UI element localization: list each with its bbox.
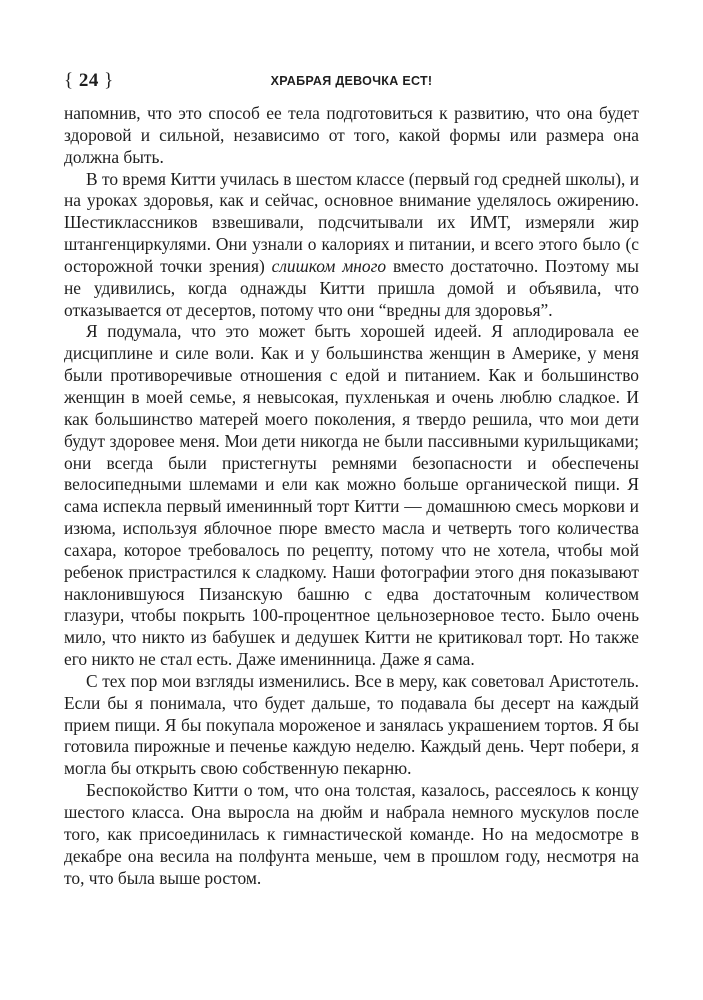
paragraph-2 — [64, 169, 639, 322]
paragraph-2-emphasis: слишком много — [271, 255, 387, 276]
paragraph-3: Я подумала, что это может быть хорошей идеей. Я аплодировала ее дисциплине и силе воли. Как и у большинства женщин в Америке, у меня были противоречивые отношения с едой и питанием. Как и большинство женщин в моей семье, я невысокая, пухленькая и очень люблю сладкое. И как большинство матерей моего поколения, я твердо решила, что мои дети будут здоровее меня. Мои дети никогда не были пассивными курильщиками; они всегда были пристегнуты ремнями безопасности и обеспечены велосипедными шлемами и ели как можно больше органической пищи. Я сама испекла первый именинный торт Китти — домашнюю смесь моркови и изюма, используя яблочное пюре вместо масла и четверть того количества сахара, которое требовалось по рецепту, потому что не хотела, чтобы мой ребенок пристрастился к сладкому. Наши фотографии этого дня показывают наклонившуюся Пизанскую башню с едва достаточным количеством глазури, чтобы покрыть 100-процентное цельнозерновое тесто. Было очень мило, что никто из бабушек и дедушек Китти не критиковал торт. Но также его никто не стал есть. Даже именинница. Даже я сама. — [64, 321, 639, 670]
paragraph-5: Беспокойство Китти о том, что она толстая, казалось, рассеялось к концу шестого класса. Она выросла на дюйм и набрала немного мускулов после того, как присоединилась к гимнастической команде. Но на медосмотре в декабре она весила на полфунта меньше, чем в прошлом году, несмотря на то, что была выше ростом. — [64, 780, 639, 888]
page-number-value: 24 — [78, 70, 99, 91]
paragraph-4: С тех пор мои взгляды изменились. Все в меру, как советовал Аристотель. Если бы я понимала, что будет дальше, то подавала бы десерт на каждый прием пищи. Я бы покупала мороженое и занялась украшением тортов. Я бы готовила пирожные и печенье каждую неделю. Каждый день. Черт побери, я могла бы открыть свою собственную пекарню. — [64, 670, 639, 779]
paragraph-2-part-1: В то время Китти училась в шестом классе (первый год средней школы), и на уроках здоровья, как и сейчас, основное внимание уделялось ожирению. Шестиклассников взвешивали, подсчитывали их ИМТ, измеряли жир штангенциркулями. Они узнали о калориях и питании, и всего этого было (с осторожной точки зрения) — [64, 168, 639, 276]
paragraph-2-part-2: вместо достаточно. Поэтому мы не удивились, когда однажды Китти пришла домой и объявила, что отказывается от десертов, потому что они “вредны для здоровья”. — [64, 255, 639, 320]
body-text — [64, 103, 639, 889]
page-header — [64, 70, 639, 94]
paragraph-1: напомнив, что это способ ее тела подготовиться к развитию, что она будет здоровой и сильной, независимо от того, какой формы или размера она должна быть. — [64, 103, 639, 167]
brace-open: { — [64, 70, 74, 91]
running-title: ХРАБРАЯ ДЕВОЧКА ЕСТ! — [270, 74, 433, 88]
brace-close: } — [104, 70, 114, 91]
